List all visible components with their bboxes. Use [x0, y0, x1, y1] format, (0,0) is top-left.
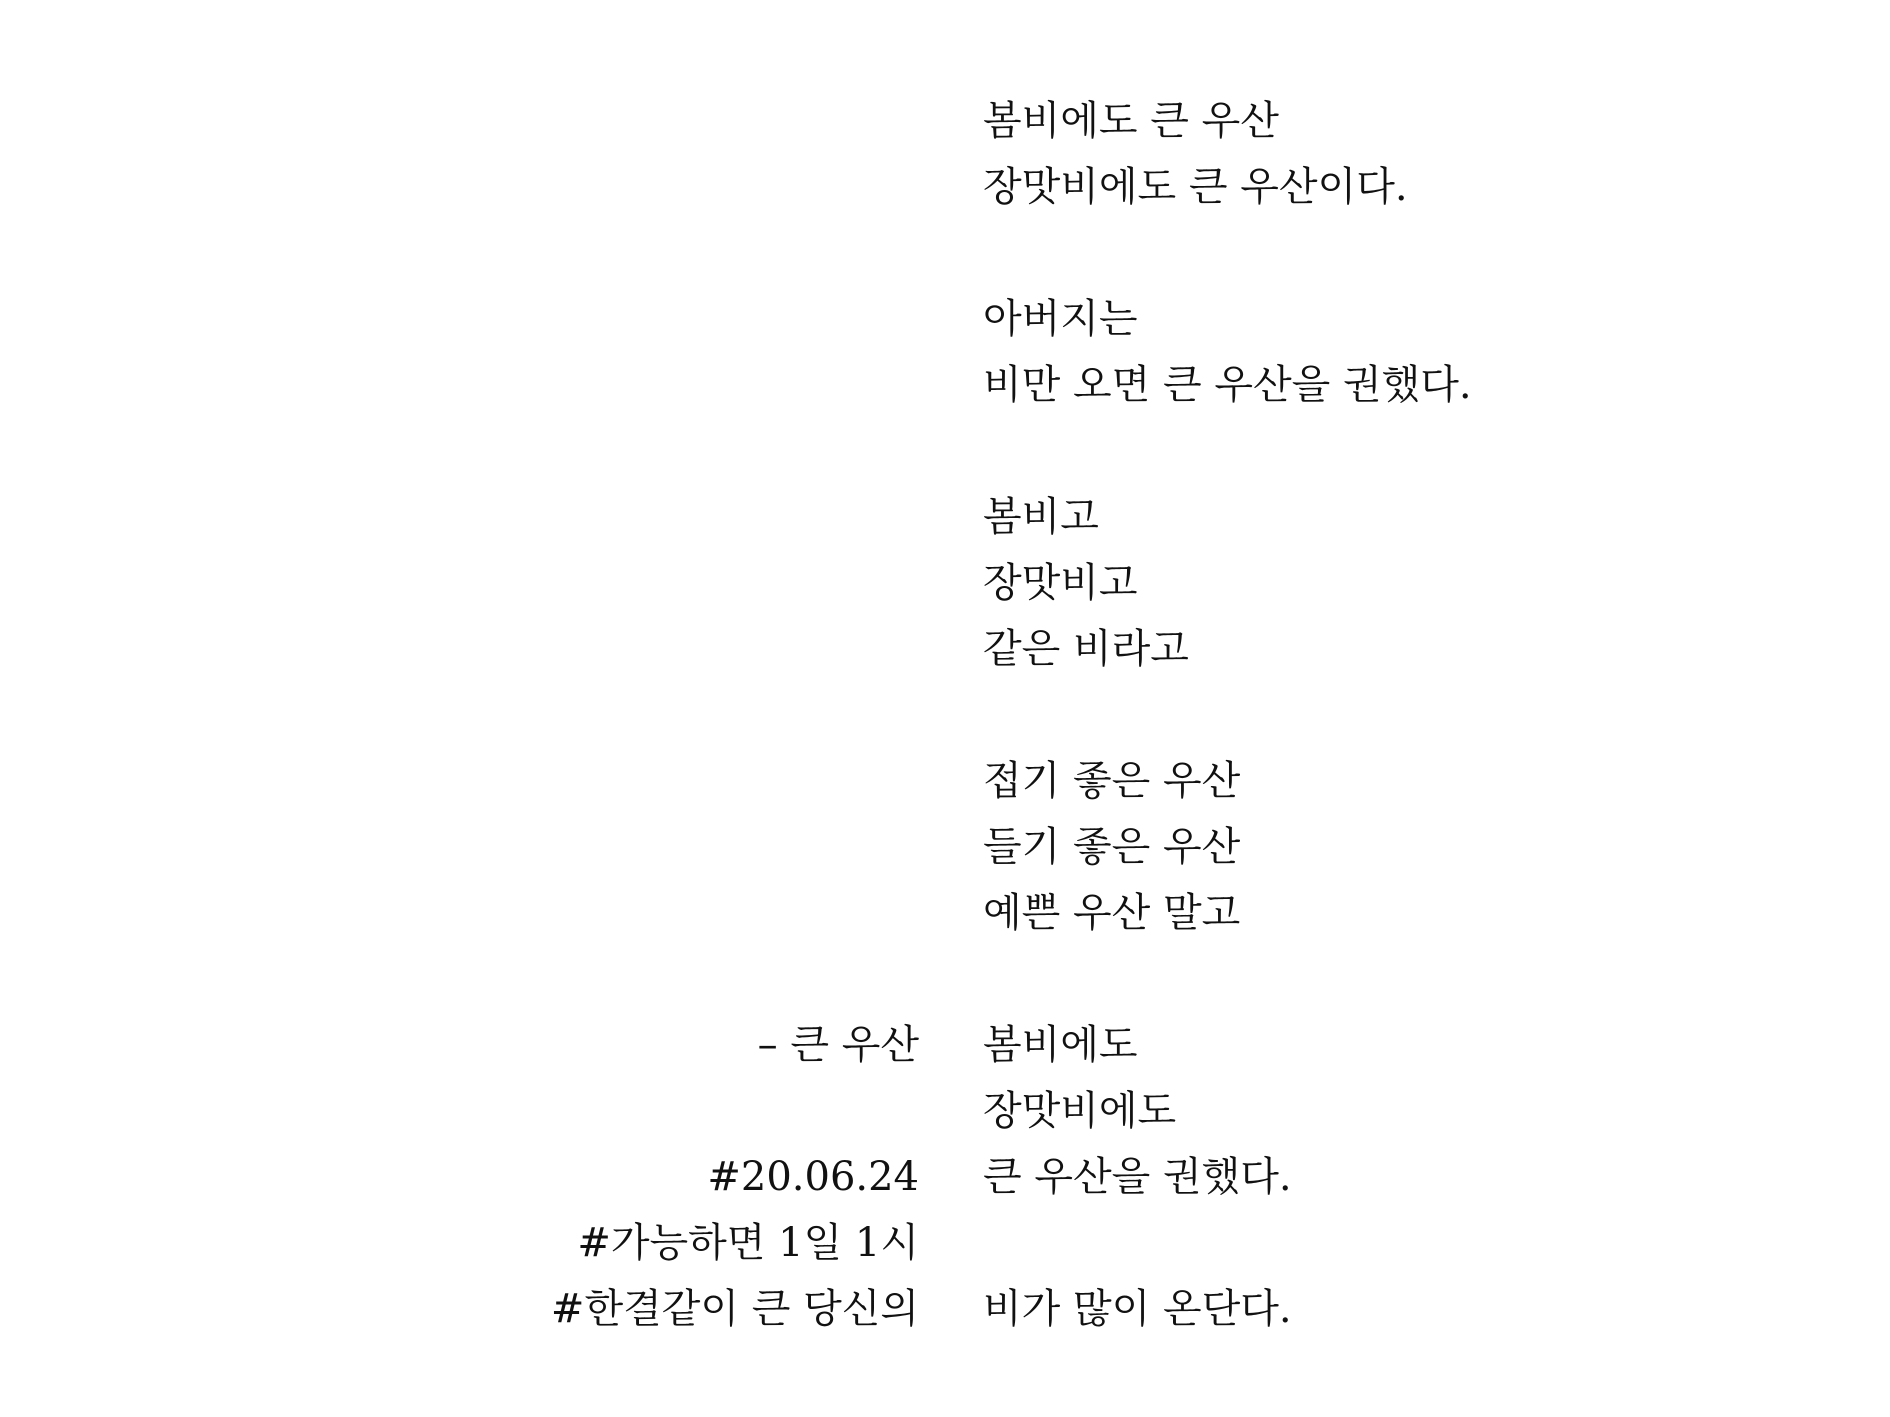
stanza-break [983, 220, 1843, 286]
poem-line: 장맛비에도 [983, 1088, 1177, 1134]
hashtag: #한결같이 큰 당신의 [550, 1286, 919, 1332]
poem-line: 접기 좋은 우산 [983, 758, 1241, 804]
poem-line: 장맛비에도 큰 우산이다. [983, 164, 1408, 210]
poem-line: 장맛비고 [983, 560, 1138, 606]
poem-line: 아버지는 [983, 296, 1138, 342]
stanza [983, 1276, 1843, 1342]
poem-line: 봄비에도 큰 우산 [983, 98, 1279, 144]
stanza-break [983, 418, 1843, 484]
stanza [983, 748, 1843, 946]
poem-line: 비가 많이 온단다. [983, 1286, 1292, 1332]
poem-title: – 큰 우산 [757, 1022, 919, 1068]
poem-line: 들기 좋은 우산 [983, 824, 1241, 870]
poem-body [983, 88, 1843, 1342]
stanza [983, 1012, 1843, 1210]
stanza-break [983, 1210, 1843, 1276]
poem-line: 봄비고 [983, 494, 1099, 540]
poem-line: 봄비에도 [983, 1022, 1138, 1068]
stanza-break [983, 946, 1843, 1012]
stanza [983, 88, 1843, 220]
meta-spacer [551, 1078, 919, 1144]
poem-line: 큰 우산을 권했다. [983, 1154, 1292, 1200]
poem-meta [551, 1012, 919, 1342]
poem-line: 비만 오면 큰 우산을 권했다. [983, 362, 1472, 408]
poem-line: 같은 비라고 [983, 626, 1189, 672]
poem-date-tag: #20.06.24 [707, 1154, 919, 1200]
hashtag: #가능하면 1일 1시 [577, 1220, 919, 1266]
stanza-break [983, 682, 1843, 748]
poem-line: 예쁜 우산 말고 [983, 890, 1241, 936]
stanza [983, 286, 1843, 418]
stanza [983, 484, 1843, 682]
